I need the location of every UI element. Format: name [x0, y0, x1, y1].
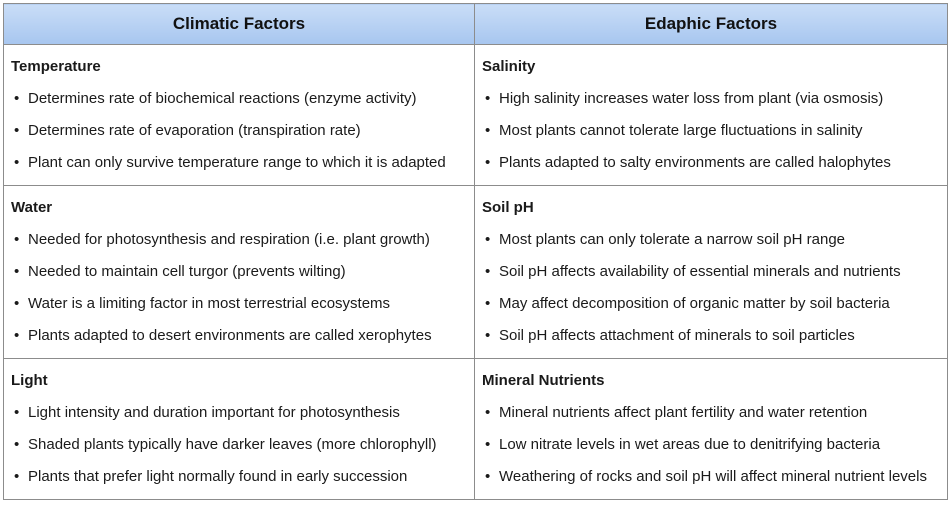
factor-title: Water: [11, 199, 53, 216]
point-list: [482, 230, 939, 346]
point-text: Plants that prefer light normally found in early succession: [28, 468, 408, 485]
list-item: [11, 153, 466, 173]
point-text: Weathering of rocks and soil pH will affect mineral nutrient levels: [499, 468, 927, 485]
point-text: Needed to maintain cell turgor (prevents wilting): [28, 263, 346, 280]
point-text: Most plants can only tolerate a narrow soil pH range: [499, 231, 846, 248]
list-item: [11, 403, 466, 423]
table-row: [4, 359, 948, 500]
point-list: [482, 89, 939, 173]
bullet-icon: •: [14, 263, 20, 280]
point-text: Soil pH affects availability of essential minerals and nutrients: [499, 263, 901, 280]
point-text: Soil pH affects attachment of minerals to soil particles: [499, 327, 855, 344]
bullet-icon: •: [485, 327, 491, 344]
point-text: Plants adapted to salty environments are called halophytes: [499, 154, 891, 171]
list-item: [482, 153, 939, 173]
point-list: [482, 403, 939, 487]
list-item: [11, 435, 466, 455]
point-text: High salinity increases water loss from plant (via osmosis): [499, 90, 884, 107]
bullet-icon: •: [485, 231, 491, 248]
factors-table: [3, 3, 948, 500]
factor-title: Light: [11, 372, 48, 389]
point-text: Mineral nutrients affect plant fertility and water retention: [499, 404, 868, 421]
point-text: Light intensity and duration important for photosynthesis: [28, 404, 400, 421]
bullet-icon: •: [14, 231, 20, 248]
table-row: [4, 45, 948, 186]
bullet-icon: •: [14, 295, 20, 312]
list-item: [11, 467, 466, 487]
bullet-icon: •: [485, 122, 491, 139]
header-row: [4, 4, 948, 45]
factor-title: Mineral Nutrients: [482, 372, 605, 389]
list-item: [11, 294, 466, 314]
bullet-icon: •: [485, 295, 491, 312]
list-item: [11, 230, 466, 250]
bullet-icon: •: [14, 404, 20, 421]
list-item: [482, 262, 939, 282]
bullet-icon: •: [14, 468, 20, 485]
climatic-cell: [4, 359, 475, 500]
list-item: [11, 326, 466, 346]
point-text: Shaded plants typically have darker leaves (more chlorophyll): [28, 436, 437, 453]
bullet-icon: •: [485, 404, 491, 421]
climatic-cell: [4, 186, 475, 359]
bullet-icon: •: [485, 90, 491, 107]
point-text: Low nitrate levels in wet areas due to denitrifying bacteria: [499, 436, 881, 453]
factor-title: Soil pH: [482, 199, 534, 216]
list-item: [482, 403, 939, 423]
point-list: [11, 89, 466, 173]
list-item: [482, 230, 939, 250]
table-row: [4, 186, 948, 359]
bullet-icon: •: [14, 122, 20, 139]
bullet-icon: •: [485, 468, 491, 485]
bullet-icon: •: [485, 263, 491, 280]
list-item: [11, 89, 466, 109]
point-list: [11, 403, 466, 487]
list-item: [482, 121, 939, 141]
edaphic-cell: [475, 359, 948, 500]
factor-title: Temperature: [11, 58, 101, 75]
list-item: [482, 294, 939, 314]
climatic-factors-header: Climatic Factors: [4, 4, 475, 45]
edaphic-factors-header: Edaphic Factors: [475, 4, 948, 45]
point-text: Determines rate of evaporation (transpiration rate): [28, 122, 361, 139]
bullet-icon: •: [14, 154, 20, 171]
point-list: [11, 230, 466, 346]
list-item: [11, 262, 466, 282]
bullet-icon: •: [14, 436, 20, 453]
point-text: Water is a limiting factor in most terrestrial ecosystems: [28, 295, 391, 312]
point-text: May affect decomposition of organic matter by soil bacteria: [499, 295, 890, 312]
point-text: Needed for photosynthesis and respiration (i.e. plant growth): [28, 231, 430, 248]
list-item: [482, 467, 939, 487]
list-item: [11, 121, 466, 141]
point-text: Plant can only survive temperature range to which it is adapted: [28, 154, 446, 171]
edaphic-cell: [475, 45, 948, 186]
point-text: Plants adapted to desert environments are called xerophytes: [28, 327, 432, 344]
point-text: Most plants cannot tolerate large fluctuations in salinity: [499, 122, 863, 139]
list-item: [482, 435, 939, 455]
edaphic-cell: [475, 186, 948, 359]
list-item: [482, 326, 939, 346]
factor-title: Salinity: [482, 58, 536, 75]
bullet-icon: •: [14, 90, 20, 107]
bullet-icon: •: [485, 436, 491, 453]
list-item: [482, 89, 939, 109]
bullet-icon: •: [485, 154, 491, 171]
bullet-icon: •: [14, 327, 20, 344]
point-text: Determines rate of biochemical reactions (enzyme activity): [28, 90, 417, 107]
climatic-cell: [4, 45, 475, 186]
